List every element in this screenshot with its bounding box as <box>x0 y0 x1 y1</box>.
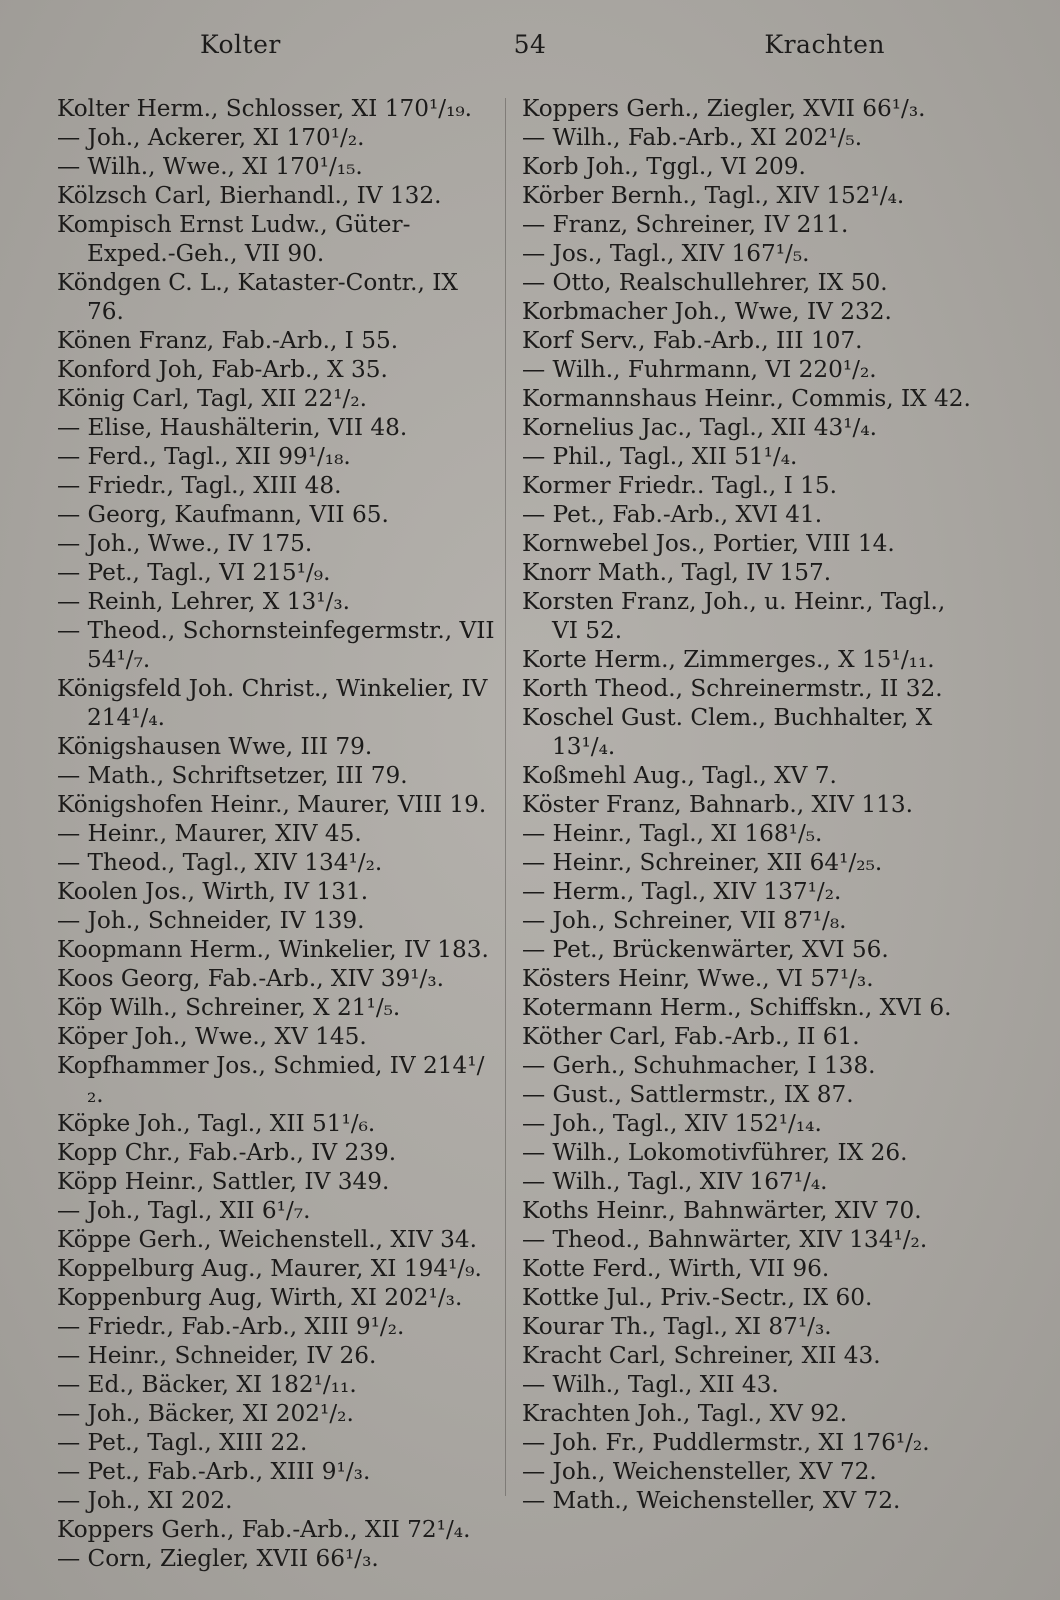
directory-entry: Königshausen Wwe, III 79. <box>57 733 373 760</box>
directory-entry: Koppelburg Aug., Maurer, XI 194¹/₉. <box>57 1255 482 1282</box>
directory-entry: Kolter Herm., Schlosser, XI 170¹/₁₉. <box>57 95 473 122</box>
directory-entry: Köp Wilh., Schreiner, X 21¹/₅. <box>57 994 401 1021</box>
directory-entry: — Joh., Weichensteller, XV 72. <box>522 1458 877 1485</box>
directory-entry: Köpke Joh., Tagl., XII 51¹/₆. <box>57 1110 376 1137</box>
directory-entry: — Heinr., Schneider, IV 26. <box>57 1342 377 1369</box>
directory-entry: — Franz, Schreiner, IV 211. <box>522 211 849 238</box>
directory-entry: — Pet., Fab.-Arb., XIII 9¹/₃. <box>57 1458 371 1485</box>
directory-entry: — Friedr., Tagl., XIII 48. <box>57 472 342 499</box>
directory-entry: — Gerh., Schuhmacher, I 138. <box>522 1052 876 1079</box>
directory-entry: — Otto, Realschullehrer, IX 50. <box>522 269 888 296</box>
directory-entry: — Joh., Wwe., IV 175. <box>57 530 313 557</box>
directory-entry: Kopp Chr., Fab.-Arb., IV 239. <box>57 1139 397 1166</box>
directory-entry: Köndgen C. L., Kataster-Contr., IX 76. <box>57 269 458 325</box>
directory-entry: — Joh., Ackerer, XI 170¹/₂. <box>57 124 365 151</box>
directory-entry: Knorr Math., Tagl, IV 157. <box>522 559 832 586</box>
directory-entry: — Math., Weichensteller, XV 72. <box>522 1487 901 1514</box>
directory-entry: Köper Joh., Wwe., XV 145. <box>57 1023 367 1050</box>
directory-entry: Köster Franz, Bahnarb., XIV 113. <box>522 791 913 818</box>
directory-entry: Kompisch Ernst Ludw., Güter-Exped.-Geh., VII 90. <box>57 211 411 267</box>
directory-entry: — Pet., Fab.-Arb., XVI 41. <box>522 501 823 528</box>
directory-entry: — Joh. Fr., Puddlermstr., XI 176¹/₂. <box>522 1429 930 1456</box>
directory-entry: Korb Joh., Tggl., VI 209. <box>522 153 806 180</box>
directory-entry: — Joh., Schreiner, VII 87¹/₈. <box>522 907 847 934</box>
directory-entry: — Reinh, Lehrer, X 13¹/₃. <box>57 588 351 615</box>
directory-entry: — Joh., Bäcker, XI 202¹/₂. <box>57 1400 354 1427</box>
directory-entry: — Heinr., Tagl., XI 168¹/₅. <box>522 820 823 847</box>
directory-entry: — Theod., Tagl., XIV 134¹/₂. <box>57 849 383 876</box>
directory-entry: — Phil., Tagl., XII 51¹/₄. <box>522 443 798 470</box>
directory-entry: Kormer Friedr.. Tagl., I 15. <box>522 472 837 499</box>
directory-entry: — Georg, Kaufmann, VII 65. <box>57 501 389 528</box>
directory-entry: Kormannshaus Heinr., Commis, IX 42. <box>522 385 971 412</box>
directory-entry: Korsten Franz, Joh., u. Heinr., Tagl., VI 52. <box>522 588 946 644</box>
directory-entry: — Wilh., Lokomotivführer, IX 26. <box>522 1139 908 1166</box>
right-column <box>522 94 978 1515</box>
directory-entry: Könen Franz, Fab.-Arb., I 55. <box>57 327 399 354</box>
directory-entry: Körber Bernh., Tagl., XIV 152¹/₄. <box>522 182 905 209</box>
directory-entry: — Wilh., Tagl., XIV 167¹/₄. <box>522 1168 828 1195</box>
directory-entry: Kotermann Herm., Schiffskn., XVI 6. <box>522 994 952 1021</box>
directory-entry: Koppers Gerh., Fab.-Arb., XII 72¹/₄. <box>57 1516 471 1543</box>
directory-entry: Koschel Gust. Clem., Buchhalter, X 13¹/₄. <box>522 704 933 760</box>
directory-entry: Koppers Gerh., Ziegler, XVII 66¹/₃. <box>522 95 926 122</box>
header-right-keyword: Krachten <box>764 30 885 59</box>
directory-entry: — Pet., Brückenwärter, XVI 56. <box>522 936 889 963</box>
directory-entry: Kourar Th., Tagl., XI 87¹/₃. <box>522 1313 832 1340</box>
directory-entry: Kornwebel Jos., Portier, VIII 14. <box>522 530 895 557</box>
directory-entry: — Theod., Bahnwärter, XIV 134¹/₂. <box>522 1226 928 1253</box>
directory-entry: Kracht Carl, Schreiner, XII 43. <box>522 1342 881 1369</box>
directory-entry: Köpp Heinr., Sattler, IV 349. <box>57 1168 390 1195</box>
directory-entry: Korbmacher Joh., Wwe, IV 232. <box>522 298 892 325</box>
directory-entry: — Ferd., Tagl., XII 99¹/₁₈. <box>57 443 351 470</box>
directory-entry: Koßmehl Aug., Tagl., XV 7. <box>522 762 837 789</box>
directory-entry: Koopmann Herm., Winkelier, IV 183. <box>57 936 489 963</box>
directory-entry: Korth Theod., Schreinermstr., II 32. <box>522 675 943 702</box>
directory-entry: Korf Serv., Fab.-Arb., III 107. <box>522 327 863 354</box>
directory-entry: — Pet., Tagl., XIII 22. <box>57 1429 308 1456</box>
directory-entry: Kölzsch Carl, Bierhandl., IV 132. <box>57 182 442 209</box>
directory-entry: — Jos., Tagl., XIV 167¹/₅. <box>522 240 810 267</box>
directory-entry: Krachten Joh., Tagl., XV 92. <box>522 1400 848 1427</box>
directory-entry: — Wilh., Fuhrmann, VI 220¹/₂. <box>522 356 877 383</box>
directory-entry: — Ed., Bäcker, XI 182¹/₁₁. <box>57 1371 357 1398</box>
directory-entry: Konford Joh, Fab-Arb., X 35. <box>57 356 388 383</box>
directory-entry: Königsfeld Joh. Christ., Winkelier, IV 214¹/₄. <box>57 675 488 731</box>
directory-entry: Kotte Ferd., Wirth, VII 96. <box>522 1255 830 1282</box>
directory-entry: — Corn, Ziegler, XVII 66¹/₃. <box>57 1545 379 1572</box>
directory-entry: — Elise, Haushälterin, VII 48. <box>57 414 408 441</box>
directory-entry: — Heinr., Maurer, XIV 45. <box>57 820 362 847</box>
directory-entry: König Carl, Tagl, XII 22¹/₂. <box>57 385 367 412</box>
directory-entry: Kottke Jul., Priv.-Sectr., IX 60. <box>522 1284 873 1311</box>
directory-entry: Koths Heinr., Bahnwärter, XIV 70. <box>522 1197 922 1224</box>
directory-entry: — Math., Schriftsetzer, III 79. <box>57 762 408 789</box>
directory-entry: — Friedr., Fab.-Arb., XIII 9¹/₂. <box>57 1313 405 1340</box>
directory-entry: — Gust., Sattlermstr., IX 87. <box>522 1081 854 1108</box>
directory-entry: — Heinr., Schreiner, XII 64¹/₂₅. <box>522 849 883 876</box>
directory-entry: — Joh., Tagl., XII 6¹/₇. <box>57 1197 311 1224</box>
directory-entry: — Joh., XI 202. <box>57 1487 233 1514</box>
directory-entry: Kopfhammer Jos., Schmied, IV 214¹/₂. <box>57 1052 485 1108</box>
column-divider <box>505 98 506 1496</box>
directory-entry: Koolen Jos., Wirth, IV 131. <box>57 878 369 905</box>
left-column <box>57 94 499 1573</box>
directory-entry: Königshofen Heinr., Maurer, VIII 19. <box>57 791 487 818</box>
directory-entry: — Theod., Schornsteinfegermstr., VII 54¹/₇. <box>57 617 495 673</box>
directory-entry: Korte Herm., Zimmerges., X 15¹/₁₁. <box>522 646 935 673</box>
directory-entry: Kösters Heinr, Wwe., VI 57¹/₃. <box>522 965 874 992</box>
directory-entry: Koos Georg, Fab.-Arb., XIV 39¹/₃. <box>57 965 444 992</box>
header-left-keyword: Kolter <box>200 30 281 59</box>
directory-entry: — Joh., Tagl., XIV 152¹/₁₄. <box>522 1110 822 1137</box>
directory-entry: Köther Carl, Fab.-Arb., II 61. <box>522 1023 860 1050</box>
directory-entry: — Herm., Tagl., XIV 137¹/₂. <box>522 878 842 905</box>
directory-entry: — Wilh., Wwe., XI 170¹/₁₅. <box>57 153 363 180</box>
directory-entry: — Joh., Schneider, IV 139. <box>57 907 365 934</box>
directory-entry: Kornelius Jac., Tagl., XII 43¹/₄. <box>522 414 877 441</box>
directory-entry: — Wilh., Tagl., XII 43. <box>522 1371 779 1398</box>
directory-entry: Koppenburg Aug, Wirth, XI 202¹/₃. <box>57 1284 463 1311</box>
directory-entry: — Wilh., Fab.-Arb., XI 202¹/₅. <box>522 124 863 151</box>
page-number: 54 <box>513 30 547 59</box>
directory-entry: — Pet., Tagl., VI 215¹/₉. <box>57 559 331 586</box>
directory-entry: Köppe Gerh., Weichenstell., XIV 34. <box>57 1226 478 1253</box>
page-header <box>60 30 1000 74</box>
